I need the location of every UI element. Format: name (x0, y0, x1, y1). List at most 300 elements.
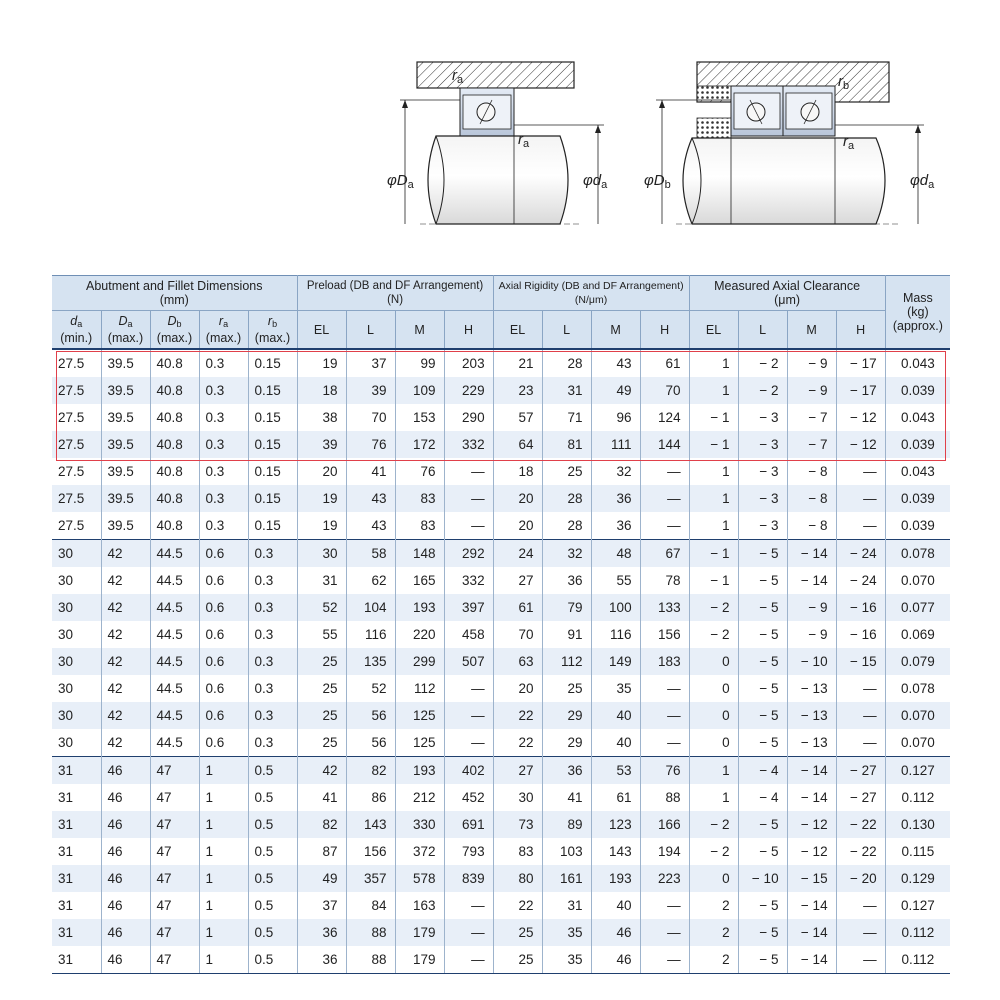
table-cell: 81 (542, 431, 591, 458)
table-cell: 57 (493, 404, 542, 431)
table-cell: 0.3 (248, 621, 297, 648)
table-cell: 47 (150, 919, 199, 946)
table-cell: − 5 (738, 540, 787, 568)
col-clearance-h: H (836, 311, 885, 350)
table-cell: 30 (52, 567, 101, 594)
table-cell: − 15 (836, 648, 885, 675)
da-label: $\varphi d_a$ (583, 172, 608, 191)
table-cell: − 24 (836, 540, 885, 568)
table-cell: − 5 (738, 621, 787, 648)
table-cell: 203 (444, 349, 493, 377)
spacer-ring-bottom (697, 118, 731, 138)
table-cell: 1 (199, 757, 248, 785)
table-row (52, 404, 950, 431)
table-cell: 87 (297, 838, 346, 865)
table-row (52, 811, 950, 838)
table-cell: 22 (493, 729, 542, 757)
table-cell: 166 (640, 811, 689, 838)
table-cell: 458 (444, 621, 493, 648)
table-cell: 0.3 (248, 540, 297, 568)
table-cell: — (836, 946, 885, 974)
col-clearance-l: L (738, 311, 787, 350)
table-cell: — (836, 702, 885, 729)
table-cell: 96 (591, 404, 640, 431)
table-cell: − 16 (836, 621, 885, 648)
table-cell: 31 (542, 377, 591, 404)
table-cell: — (640, 919, 689, 946)
table-cell: 691 (444, 811, 493, 838)
table-cell: 1 (199, 946, 248, 974)
shaft (683, 138, 885, 224)
Da-label: $\varphi D_a$ (387, 172, 414, 191)
table-cell: 0.3 (199, 512, 248, 540)
table-cell: 0.15 (248, 512, 297, 540)
table-cell: 0.6 (199, 702, 248, 729)
table-cell: 0.3 (199, 485, 248, 512)
table-cell: 31 (52, 784, 101, 811)
table-cell: − 10 (787, 648, 836, 675)
table-cell: 22 (493, 892, 542, 919)
spacer-ring-top (697, 86, 731, 100)
table-cell: 32 (591, 458, 640, 485)
table-cell: 36 (297, 919, 346, 946)
ra-top-label: $r_a$ (452, 67, 464, 86)
table-cell: 0.129 (885, 865, 950, 892)
col-rigidity-h: H (640, 311, 689, 350)
table-cell: 357 (346, 865, 395, 892)
table-cell: − 5 (738, 648, 787, 675)
table-cell: 332 (444, 431, 493, 458)
table-cell: 38 (297, 404, 346, 431)
table-cell: − 2 (689, 594, 738, 621)
table-cell: 55 (297, 621, 346, 648)
table-cell: 32 (542, 540, 591, 568)
rigidity-unit: (N/μm) (574, 294, 608, 306)
table-cell: 0.3 (248, 594, 297, 621)
table-cell: 30 (297, 540, 346, 568)
table-cell: 0.15 (248, 349, 297, 377)
table-cell: 25 (542, 458, 591, 485)
table-cell: 73 (493, 811, 542, 838)
table-cell: − 5 (738, 729, 787, 757)
table-cell: 84 (346, 892, 395, 919)
table-cell: — (444, 485, 493, 512)
table-cell: 28 (542, 485, 591, 512)
table-cell: 46 (101, 919, 150, 946)
table-cell: 220 (395, 621, 444, 648)
table-cell: 28 (542, 349, 591, 377)
table-cell: 44.5 (150, 540, 199, 568)
table-cell: 25 (297, 648, 346, 675)
table-cell: 39.5 (101, 377, 150, 404)
table-cell: 49 (297, 865, 346, 892)
bearing-mounting-diagrams (0, 0, 1000, 260)
table-cell: 35 (542, 919, 591, 946)
table-cell: — (836, 919, 885, 946)
table-cell: 0.5 (248, 784, 297, 811)
table-cell: 0.6 (199, 567, 248, 594)
table-cell: 1 (689, 377, 738, 404)
table-row (52, 838, 950, 865)
table-cell: 48 (591, 540, 640, 568)
table-cell: 36 (542, 567, 591, 594)
table-cell: 20 (493, 512, 542, 540)
table-cell: 46 (101, 946, 150, 974)
table-cell: 183 (640, 648, 689, 675)
table-cell: 103 (542, 838, 591, 865)
table-cell: 44.5 (150, 621, 199, 648)
table-cell: 0.3 (199, 431, 248, 458)
table-cell: 42 (101, 675, 150, 702)
table-cell: − 27 (836, 757, 885, 785)
col-ra: $r_a$ (max.) (199, 311, 248, 350)
table-cell: 30 (52, 675, 101, 702)
table-cell: — (836, 729, 885, 757)
table-cell: 0.039 (885, 485, 950, 512)
table-row (52, 540, 950, 568)
rigidity-group-header (493, 276, 689, 311)
table-cell: — (640, 675, 689, 702)
table-cell: — (640, 512, 689, 540)
table-cell: − 9 (787, 377, 836, 404)
table-cell: — (640, 702, 689, 729)
table-cell: 27 (493, 567, 542, 594)
table-cell: 0.070 (900, 735, 935, 750)
table-cell: 30 (52, 702, 101, 729)
table-cell: 39.5 (101, 431, 150, 458)
table-cell: − 5 (738, 811, 787, 838)
table-cell: 0.078 (885, 540, 950, 568)
table-cell: 43 (591, 349, 640, 377)
table-cell: − 5 (738, 594, 787, 621)
table-cell: 0.079 (885, 648, 950, 675)
table-cell: 27.5 (52, 377, 101, 404)
table-cell: − 1 (689, 404, 738, 431)
table-cell: — (640, 892, 689, 919)
table-cell: 229 (444, 377, 493, 404)
table-cell: 83 (395, 512, 444, 540)
table-cell: 42 (101, 648, 150, 675)
table-cell: − 5 (738, 919, 787, 946)
table-cell: 330 (395, 811, 444, 838)
table-cell: 0.5 (248, 838, 297, 865)
preload-title: Preload (DB and DF Arrangement) (306, 280, 484, 292)
table-cell: 0.3 (248, 648, 297, 675)
col-preload-m: M (395, 311, 444, 350)
table-cell: − 8 (787, 512, 836, 540)
table-cell: 40.8 (150, 485, 199, 512)
table-row (52, 567, 950, 594)
table-cell: 0.3 (199, 404, 248, 431)
col-Db: $D_b$ (max.) (150, 311, 199, 350)
table-cell: — (444, 892, 493, 919)
table-cell: — (836, 458, 885, 485)
table-cell: 70 (493, 621, 542, 648)
table-cell: − 3 (738, 512, 787, 540)
table-cell: 41 (346, 458, 395, 485)
table-cell: 41 (297, 784, 346, 811)
table-cell: 2 (689, 919, 738, 946)
table-row (52, 621, 950, 648)
clearance-title: Measured Axial Clearance (714, 279, 861, 293)
table-cell: 46 (101, 811, 150, 838)
col-Da: $D_a$ (max.) (101, 311, 150, 350)
table-cell: 83 (493, 838, 542, 865)
table-cell: — (640, 458, 689, 485)
table-cell: 44.5 (150, 648, 199, 675)
table-cell: 47 (150, 946, 199, 974)
table-cell: 1 (689, 512, 738, 540)
bearing-dimensions-table (52, 275, 950, 974)
table-cell: − 13 (787, 675, 836, 702)
table-cell: 36 (591, 485, 640, 512)
table-cell: 47 (150, 811, 199, 838)
table-cell: 31 (52, 838, 101, 865)
table-body (52, 349, 950, 974)
col-da: $d_a$ (min.) (52, 311, 101, 350)
table-cell: — (836, 512, 885, 540)
table-cell: 46 (101, 784, 150, 811)
table-cell: 19 (297, 485, 346, 512)
table-cell: 52 (346, 675, 395, 702)
table-cell: 19 (297, 349, 346, 377)
table-cell: − 1 (689, 431, 738, 458)
table-cell: 52 (297, 594, 346, 621)
table-cell: 56 (346, 702, 395, 729)
table-cell: − 8 (787, 485, 836, 512)
table-cell: — (836, 892, 885, 919)
table-cell: — (640, 729, 689, 757)
table-cell: 43 (346, 485, 395, 512)
table-cell: 47 (150, 865, 199, 892)
table-cell: 42 (101, 702, 150, 729)
table-cell: − 14 (787, 892, 836, 919)
table-cell: 40.8 (150, 431, 199, 458)
table-cell: 36 (542, 757, 591, 785)
shaft (428, 136, 568, 224)
table-cell: 27.5 (52, 404, 101, 431)
table-cell: − 7 (787, 431, 836, 458)
table-cell: 91 (542, 621, 591, 648)
table-cell: — (444, 675, 493, 702)
table-cell: − 27 (836, 784, 885, 811)
dimensions-table-container (52, 275, 950, 974)
table-cell: − 2 (738, 377, 787, 404)
table-row (52, 349, 950, 377)
table-cell: 0.6 (199, 675, 248, 702)
table-cell: 79 (542, 594, 591, 621)
table-cell: 82 (297, 811, 346, 838)
table-cell: − 9 (787, 621, 836, 648)
table-cell: 42 (297, 757, 346, 785)
table-cell: 0.5 (248, 892, 297, 919)
table-cell: 47 (150, 757, 199, 785)
table-cell: 31 (52, 865, 101, 892)
table-cell: 22 (493, 702, 542, 729)
table-cell: 0.6 (199, 648, 248, 675)
table-cell: 35 (591, 675, 640, 702)
table-cell: 25 (297, 675, 346, 702)
table-cell: 290 (444, 404, 493, 431)
table-cell: 0.043 (885, 349, 950, 377)
table-cell: 397 (444, 594, 493, 621)
table-cell: 0.043 (900, 410, 935, 425)
table-row (52, 675, 950, 702)
col-preload-h: H (444, 311, 493, 350)
table-cell: 0.15 (248, 458, 297, 485)
table-cell: 35 (542, 946, 591, 974)
table-cell: 62 (346, 567, 395, 594)
table-cell: 18 (297, 377, 346, 404)
preload-unit: (N) (387, 294, 404, 306)
table-cell: 42 (101, 621, 150, 648)
table-cell: 71 (542, 404, 591, 431)
table-cell: 143 (346, 811, 395, 838)
table-cell: 1 (689, 458, 738, 485)
table-cell: 24 (493, 540, 542, 568)
table-cell: 61 (493, 594, 542, 621)
table-cell: 44.5 (150, 702, 199, 729)
table-cell: 27.5 (52, 512, 101, 540)
table-cell: 0.5 (248, 919, 297, 946)
da-label: $\varphi d_a$ (910, 172, 935, 191)
table-cell: − 14 (787, 757, 836, 785)
table-row (52, 431, 950, 458)
table-cell: − 16 (836, 594, 885, 621)
table-cell: 163 (395, 892, 444, 919)
table-cell: − 7 (787, 404, 836, 431)
table-cell: − 22 (836, 811, 885, 838)
table-cell: 0 (689, 702, 738, 729)
table-cell: 179 (395, 919, 444, 946)
table-cell: − 9 (787, 349, 836, 377)
table-cell: 0.077 (885, 594, 950, 621)
table-cell: 1 (689, 784, 738, 811)
table-cell: 63 (493, 648, 542, 675)
table-cell: 36 (591, 512, 640, 540)
table-cell: 37 (346, 349, 395, 377)
table-cell: 40.8 (150, 349, 199, 377)
table-cell: 2 (689, 892, 738, 919)
table-row (52, 594, 950, 621)
table-cell: 23 (493, 377, 542, 404)
table-cell: 42 (101, 594, 150, 621)
table-cell: 2 (689, 946, 738, 974)
table-cell: 46 (591, 919, 640, 946)
ra-side-label: $r_a$ (518, 131, 530, 150)
table-cell: − 14 (787, 784, 836, 811)
table-cell: 194 (640, 838, 689, 865)
table-cell: 212 (395, 784, 444, 811)
mass-approx: (approx.) (892, 319, 943, 333)
table-cell: 125 (395, 702, 444, 729)
table-cell: 0.15 (248, 431, 297, 458)
table-cell: − 12 (787, 811, 836, 838)
table-cell: 40 (591, 729, 640, 757)
table-cell: 839 (444, 865, 493, 892)
table-cell: 61 (591, 784, 640, 811)
table-cell: − 5 (738, 702, 787, 729)
single-bearing-diagram (387, 62, 608, 224)
table-cell: 332 (444, 567, 493, 594)
table-cell: 89 (542, 811, 591, 838)
table-cell: 0.127 (900, 898, 935, 913)
table-cell: − 14 (787, 946, 836, 974)
table-cell: 109 (395, 377, 444, 404)
clearance-unit: (μm) (774, 293, 801, 307)
table-cell: 148 (395, 540, 444, 568)
table-cell: 31 (52, 919, 101, 946)
table-cell: − 2 (689, 621, 738, 648)
table-cell: 193 (395, 594, 444, 621)
table-row (52, 648, 950, 675)
table-cell: 78 (640, 567, 689, 594)
table-cell: 0 (689, 865, 738, 892)
table-cell: 67 (640, 540, 689, 568)
table-cell: 42 (101, 567, 150, 594)
table-cell: 46 (101, 757, 150, 785)
table-cell: 42 (101, 540, 150, 568)
ra-label: $r_a$ (843, 133, 855, 152)
table-cell: 39 (346, 377, 395, 404)
table-cell: 1 (199, 865, 248, 892)
table-cell: 39.5 (101, 404, 150, 431)
table-cell: − 4 (738, 757, 787, 785)
table-row (52, 946, 950, 974)
table-cell: 58 (346, 540, 395, 568)
col-rigidity-m: M (591, 311, 640, 350)
table-cell: − 5 (738, 946, 787, 974)
table-cell: 156 (640, 621, 689, 648)
table-cell: — (836, 485, 885, 512)
table-cell: 0.6 (199, 594, 248, 621)
table-cell: 144 (640, 431, 689, 458)
table-cell: 292 (444, 540, 493, 568)
table-cell: 76 (640, 757, 689, 785)
table-cell: 39.5 (101, 512, 150, 540)
table-cell: 76 (395, 458, 444, 485)
table-cell: — (444, 512, 493, 540)
table-cell: — (444, 919, 493, 946)
table-cell: 39.5 (101, 349, 150, 377)
table-cell: — (640, 485, 689, 512)
table-cell: 149 (591, 648, 640, 675)
table-cell: − 9 (787, 594, 836, 621)
table-cell: − 4 (738, 784, 787, 811)
abutment-title: Abutment and Fillet Dimensions (86, 279, 263, 293)
table-cell: 104 (346, 594, 395, 621)
table-cell: 44.5 (150, 567, 199, 594)
table-cell: 0.070 (900, 573, 935, 588)
table-cell: 30 (52, 540, 101, 568)
table-cell: 124 (640, 404, 689, 431)
table-cell: − 12 (836, 404, 885, 431)
table-cell: 0.039 (885, 377, 950, 404)
table-cell: 0.127 (885, 757, 950, 785)
table-cell: 76 (346, 431, 395, 458)
table-cell: 29 (542, 729, 591, 757)
table-cell: 299 (395, 648, 444, 675)
table-cell: 0.3 (248, 729, 297, 757)
table-cell: 44.5 (150, 729, 199, 757)
table-cell: 19 (297, 512, 346, 540)
table-cell: 27.5 (52, 349, 101, 377)
table-cell: − 2 (689, 811, 738, 838)
table-cell: 0.3 (248, 675, 297, 702)
table-cell: 0.043 (900, 464, 935, 479)
table-cell: 1 (199, 811, 248, 838)
table-cell: 46 (591, 946, 640, 974)
